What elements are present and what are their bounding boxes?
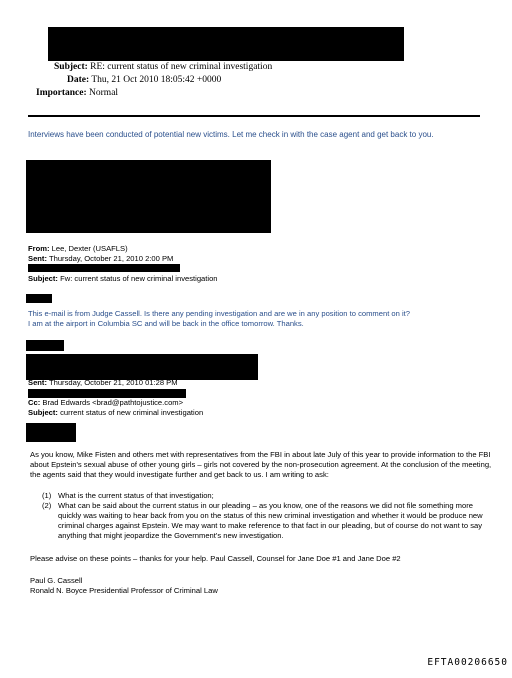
header-divider: [28, 115, 480, 117]
sent-label: Sent:: [28, 254, 47, 264]
subject-label: Subject:: [28, 408, 58, 418]
subject-value: Fw: current status of new criminal investigation: [60, 274, 218, 284]
signature-name: Paul G. Cassell: [30, 575, 83, 585]
list-item: [42, 491, 492, 501]
redaction-block: [26, 423, 76, 442]
subject-row: [28, 408, 480, 418]
redaction-block: [26, 294, 52, 303]
email-header: [28, 61, 488, 100]
letter-closing: Please advise on these points – thanks for your help. Paul Cassell, Counsel for Jane Doe #1 and Jane Doe #2: [30, 553, 401, 563]
subject-label: Subject:: [54, 62, 88, 72]
redaction-block: [26, 354, 258, 380]
subject-value: current status of new criminal investigation: [60, 408, 204, 418]
cc-row: [28, 398, 480, 408]
importance-label: Importance:: [36, 88, 87, 98]
forward-body-line: I am at the airport in Columbia SC and will be back in the office tomorrow. Thanks.: [28, 319, 304, 329]
importance-row: [28, 87, 488, 100]
date-value: Thu, 21 Oct 2010 18:05:42 +0000: [91, 75, 222, 85]
redaction-block: [48, 27, 404, 61]
sent-row: [28, 254, 480, 264]
from-label: From:: [28, 244, 50, 253]
sent-row: [28, 378, 480, 388]
date-row: [28, 74, 488, 87]
importance-value: Normal: [89, 88, 119, 98]
list-number: (1): [42, 490, 52, 500]
sent-value: Thursday, October 21, 2010 2:00 PM: [48, 254, 174, 264]
sent-label: Sent:: [28, 378, 47, 387]
reply-body: Interviews have been conducted of potential new victims. Let me check in with the case agent and get back to you.: [28, 130, 434, 139]
redaction-block: [28, 389, 186, 398]
forward-body-1: [28, 309, 498, 329]
forward-header-2: [28, 378, 480, 419]
date-label: Date:: [67, 75, 90, 85]
signature-title: Ronald N. Boyce Presidential Professor of Criminal Law: [30, 586, 218, 596]
list-number: (2): [42, 500, 52, 510]
subject-value: RE: current status of new criminal investigation: [90, 62, 273, 72]
from-row: [28, 244, 480, 254]
cc-label: Cc:: [28, 398, 41, 408]
redaction-block: [26, 160, 271, 233]
subject-row: [28, 61, 488, 74]
list-text: What can be said about the current status in our pleading – as you know, one of the reasons we did not file something more quickly was waiting to hear back from you on the status of this new criminal investigation and whether it would be produce new criminal charges against Epstein. We may want to make reference to that fact in our pleading, but of course do not want to say anything that might jeopardize the Government's new investigation.: [58, 500, 483, 541]
list-text: What is the current status of that investigation;: [58, 490, 214, 500]
letter-body: [30, 450, 492, 596]
sent-value: Thursday, October 21, 2010 01:28 PM: [48, 378, 178, 387]
subject-row: [28, 274, 480, 284]
letter-paragraph: As you know, Mike Fisten and others met with representatives from the FBI in about late July of this year to provide information to the FBI about Epstein's sexual abuse of other young girls – girls not covered by the non-prosecution agreement. At the conclusion of the meeting, the agents said that they would investigate further and get back to us. I am writing to ask:: [30, 450, 492, 480]
redaction-block: [26, 340, 64, 351]
cc-value: Brad Edwards <brad@pathtojustice.com>: [42, 398, 184, 408]
subject-label: Subject:: [28, 274, 58, 284]
question-list: [42, 491, 492, 542]
document-id: EFTA00206650: [427, 657, 508, 668]
redaction-block: [28, 264, 180, 272]
forward-body-line: This e-mail is from Judge Cassell. Is there any pending investigation and are we in any position to comment on it?: [28, 309, 410, 318]
from-value: Lee, Dexter (USAFLS): [51, 244, 128, 253]
list-item: [42, 501, 492, 542]
